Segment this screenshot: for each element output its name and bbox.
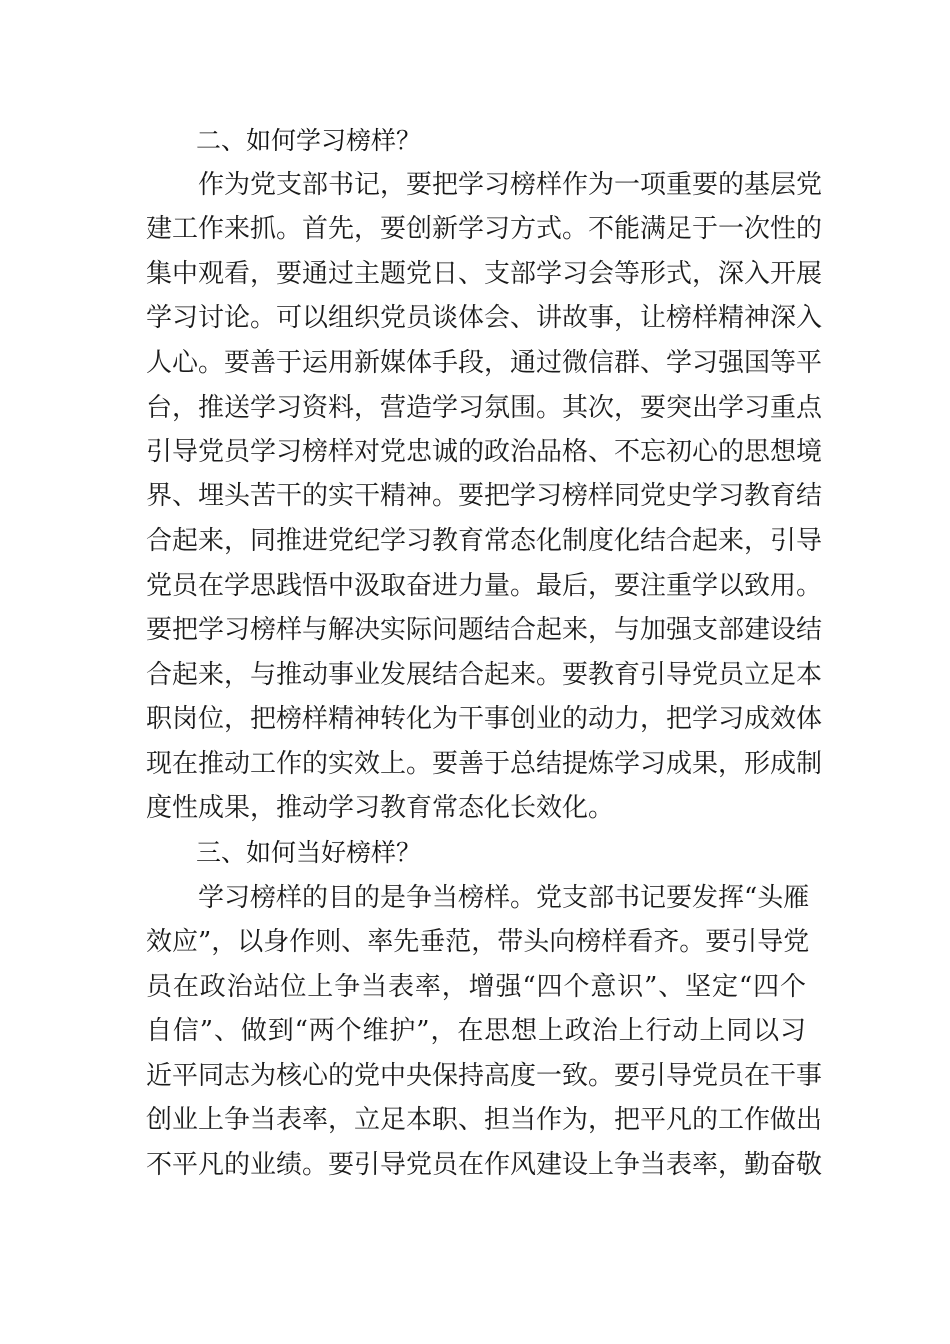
paragraph-line: 度性成果，推动学习教育常态化长效化。 [146, 793, 615, 823]
paragraph-line: 学习榜样的目的是争当榜样。党支部书记要发挥“头雁 [198, 883, 810, 913]
paragraph-line: 台，推送学习资料，营造学习氛围。其次，要突出学习重点 [146, 393, 823, 423]
paragraph-line: 现在推动工作的实效上。要善于总结提炼学习成果，形成制 [146, 749, 823, 779]
paragraph-line: 自信”、做到“两个维护”，在思想上政治上行动上同以习 [146, 1016, 806, 1046]
paragraph-line: 合起来，与推动事业发展结合起来。要教育引导党员立足本 [146, 660, 823, 690]
paragraph-line: 不平凡的业绩。要引导党员在作风建设上争当表率，勤奋敬 [146, 1150, 823, 1180]
section-heading: 三、如何当好榜样？ [196, 838, 422, 867]
paragraph-line: 创业上争当表率，立足本职、担当作为，把平凡的工作做出 [146, 1105, 823, 1135]
paragraph-line: 员在政治站位上争当表率，增强“四个意识”、坚定“四个 [146, 972, 806, 1002]
section-heading: 二、如何学习榜样？ [196, 126, 422, 155]
paragraph-line: 要把学习榜样与解决实际问题结合起来，与加强支部建设结 [146, 615, 823, 645]
paragraph-line: 集中观看，要通过主题党日、支部学习会等形式，深入开展 [146, 259, 823, 289]
paragraph-line: 职岗位，把榜样精神转化为干事创业的动力，把学习成效体 [146, 704, 823, 734]
paragraph-line: 人心。要善于运用新媒体手段，通过微信群、学习强国等平 [146, 348, 823, 378]
paragraph-line: 作为党支部书记，要把学习榜样作为一项重要的基层党 [198, 170, 823, 200]
paragraph-line: 近平同志为核心的党中央保持高度一致。要引导党员在干事 [146, 1061, 823, 1091]
paragraph-line: 学习讨论。可以组织党员谈体会、讲故事，让榜样精神深入 [146, 303, 823, 333]
paragraph-line: 建工作来抓。首先，要创新学习方式。不能满足于一次性的 [146, 214, 823, 244]
paragraph-line: 合起来，同推进党纪学习教育常态化制度化结合起来，引导 [146, 526, 823, 556]
paragraph-line: 引导党员学习榜样对党忠诚的政治品格、不忘初心的思想境 [146, 437, 823, 467]
paragraph-line: 界、埋头苦干的实干精神。要把学习榜样同党史学习教育结 [146, 481, 823, 511]
paragraph-line: 党员在学思践悟中汲取奋进力量。最后，要注重学以致用。 [146, 571, 823, 601]
paragraph-line: 效应”，以身作则、率先垂范，带头向榜样看齐。要引导党 [146, 927, 810, 957]
